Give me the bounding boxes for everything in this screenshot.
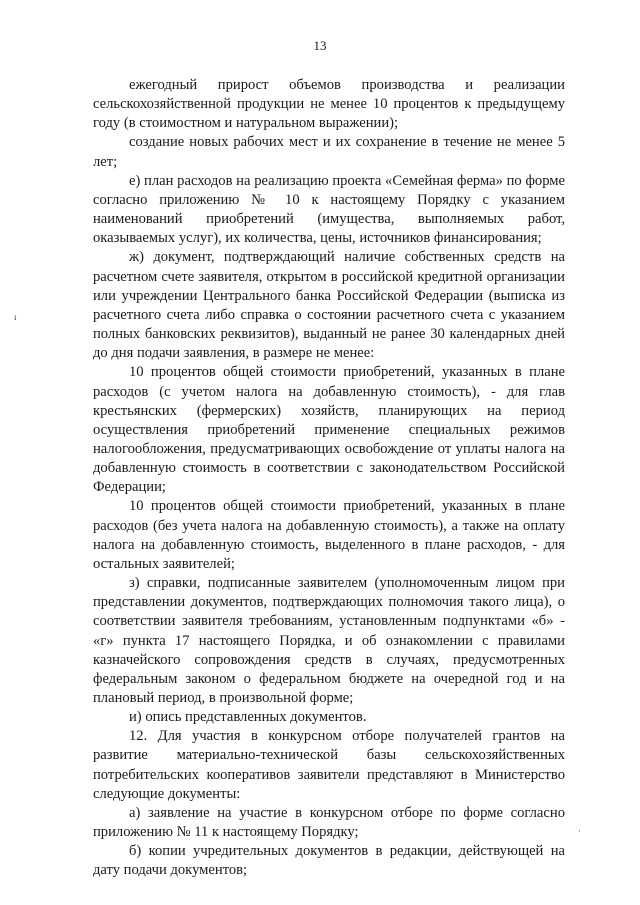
scan-speck: · [578,826,581,836]
paragraph-section-12: 12. Для участия в конкурсном отборе получателей грантов на развитие материально-технической базы сельскохозяйственных потребительских кооперативов заявители представляют в Министерство следующие документы: [93,728,565,802]
paragraph-item-e-expense-plan: е) план расходов на реализацию проекта «Семейная ферма» по форме согласно приложению № 10 к настоящему Порядку с указанием наименований приобретений (имущества, выполняемых работ, оказываемых услуг), их количества, цены, источников финансирования; [93,172,565,247]
scan-speck: ı [14,312,17,322]
document-body [93,76,565,881]
paragraph-item-z-certificates: з) справки, подписанные заявителем (уполномоченным лицом при представлении документов, подтверждающих полномочия такого лица), о соответствии заявителя требованиям, установленным подпунктами «б» - «г» пункта 17 настоящего Порядка, и об ознакомлении с правилами казначейского сопровождения средств в случаях, предусмотренных федеральным законом о федеральном бюджете на очередной год и на плановый период, в произвольной форме; [93,575,565,706]
paragraph-new-jobs: создание новых рабочих мест и их сохранение в течение не менее 5 лет; [93,134,565,170]
paragraph-item-b-founding-docs: б) копии учредительных документов в редакции, действующей на дату подачи документов; [93,843,565,879]
paragraph-item-zh-own-funds: ж) документ, подтверждающий наличие собственных средств на расчетном счете заявителя, открытом в российской кредитной организации или учреждении Центрального банка Российской Федерации (выписка из расчетного счета либо справка о состоянии расчетного счета с указанием полных банковских реквизитов), выданный не ранее 30 календарных дней до дня подачи заявления, в размере не менее: [93,249,565,362]
paragraph-ten-percent-without-vat: 10 процентов общей стоимости приобретений, указанных в плане расходов (без учета налога на добавленную стоимость), а также на оплату налога на добавленную стоимость, выделенного в плане расходов, - для остальных заявителей; [93,498,565,572]
paragraph-item-i-inventory: и) опись представленных документов. [129,709,367,726]
paragraph-item-a-application: а) заявление на участие в конкурсном отборе по форме согласно приложению № 11 к настоящему Порядку; [93,804,565,841]
paragraph-growth-indicator: ежегодный прирост объемов производства и реализации сельскохозяйственной продукции не менее 10 процентов к предыдущему году (в стоимостном и натуральном выражении); [93,77,565,132]
paragraph-ten-percent-with-vat: 10 процентов общей стоимости приобретений, указанных в плане расходов (с учетом налога на добавленную стоимость), - для глав крестьянских (фермерских) хозяйств, планирующих на период осуществления приобретений применение специальных режимов налогообложения, предусматривающих освобождение от уплаты налога на добавленную стоимость в соответствии с законодательством Российской Федерации; [93,364,565,496]
page-number: 13 [313,38,327,53]
